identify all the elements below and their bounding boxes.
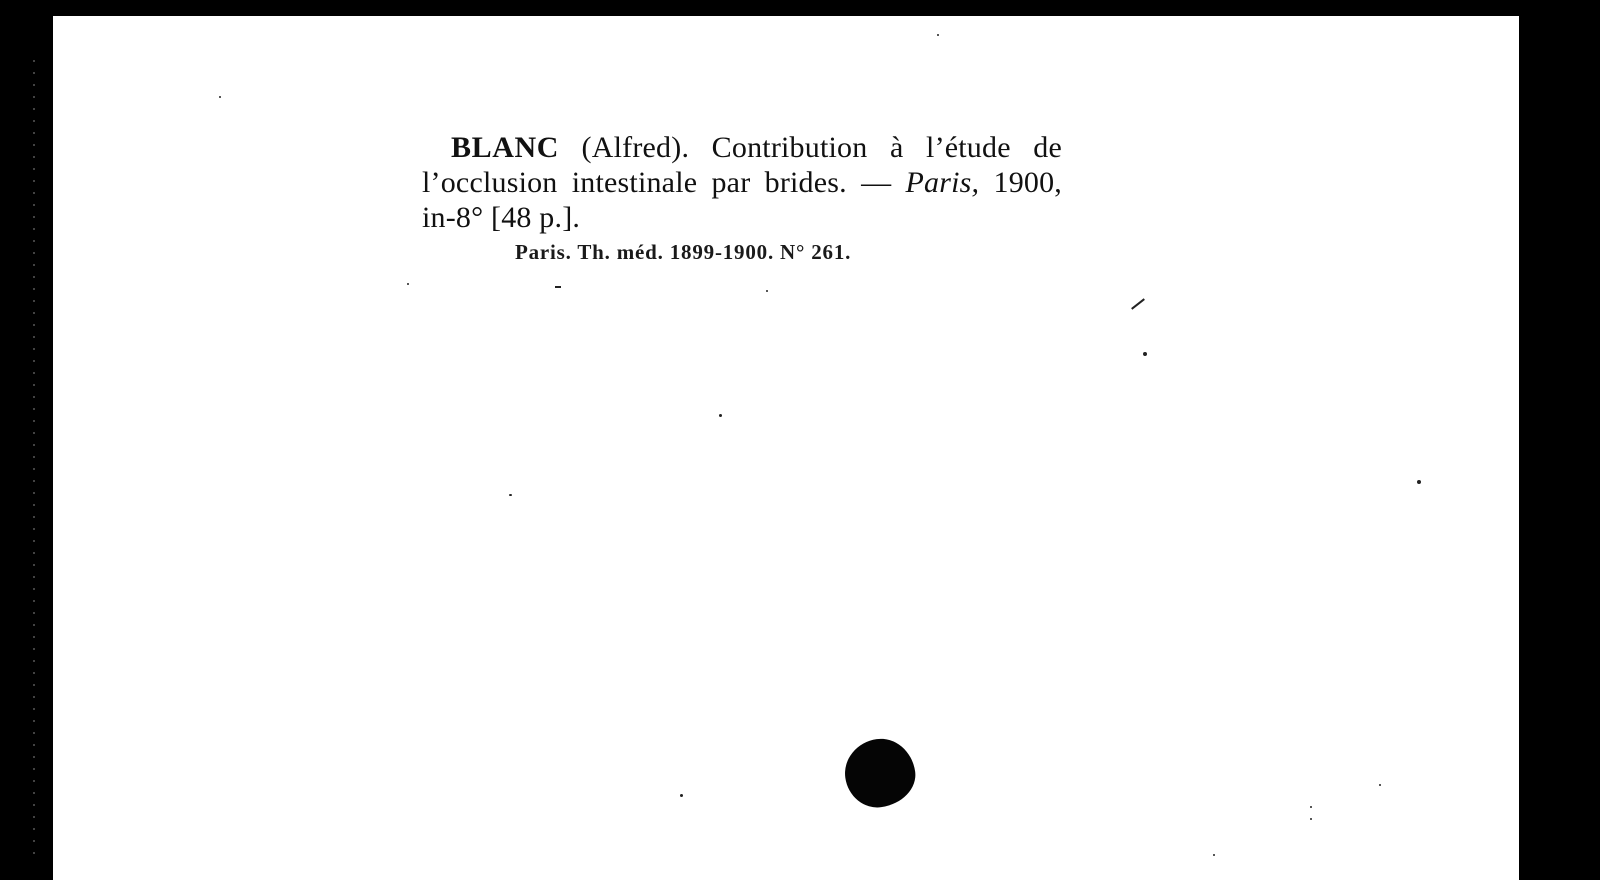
dust-speck [555,286,561,288]
dust-speck [766,290,768,292]
dust-speck [1213,854,1215,856]
top-scan-border [0,0,1600,16]
entry-citation [422,130,1062,235]
dust-speck [1417,480,1421,484]
entry-imprint: 1900, in-8° [48 p.]. [422,166,1062,234]
dust-speck [680,794,683,797]
dust-speck [1310,818,1312,820]
entry-title-text: (Alfred). Contribution à l’étude de l’occlusion intestinale par brides. — [422,131,1062,199]
dust-speck [719,414,722,417]
entry-author: BLANC [451,131,560,164]
entry-place: Paris, [905,166,980,199]
dust-speck [1310,806,1312,808]
dust-speck [937,34,939,36]
dust-speck [219,96,221,98]
ink-blot [841,734,920,811]
catalog-card [53,16,1519,880]
dust-speck [1143,352,1147,356]
dust-speck [407,283,409,285]
entry-thesis-note: Paris. Th. méd. 1899-1900. N° 261. [515,240,852,264]
scan-edge-marks [33,60,35,860]
bibliographic-entry [422,130,1062,265]
stray-pen-mark [1131,298,1145,309]
dust-speck [1379,784,1381,786]
dust-speck [509,494,512,496]
